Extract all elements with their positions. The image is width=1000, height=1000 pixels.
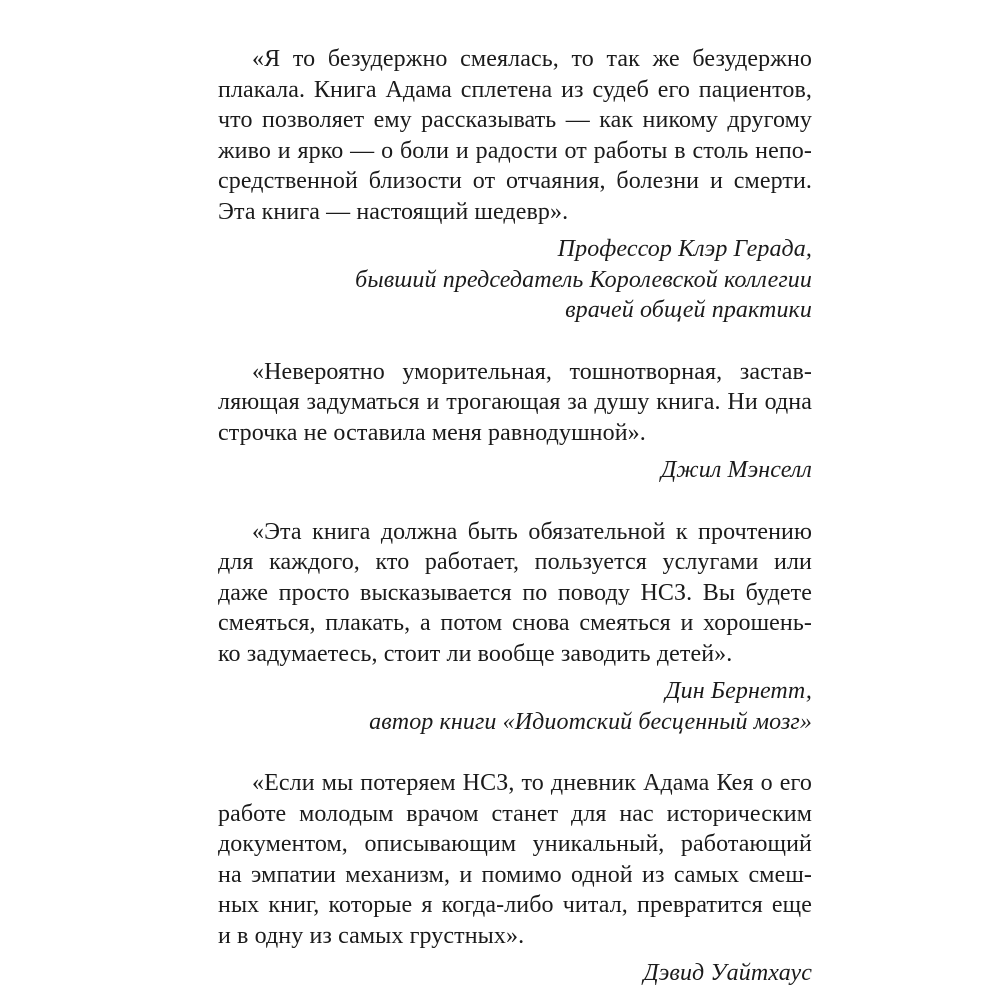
attribution-line: Дин Бернетт, [665, 678, 812, 704]
review-quote [218, 768, 812, 951]
review-quote [218, 357, 812, 449]
attribution-line: Джил Мэнселл [660, 457, 812, 483]
review-quote [218, 44, 812, 227]
quote-line: ляющая задуматься и трогающая за душу книга. Ни одна [218, 389, 812, 415]
quote-line: на эмпатии механизм, и помимо одной из самых смеш- [218, 861, 812, 888]
review-quote [218, 517, 812, 670]
quote-line: даже просто высказывается по поводу НСЗ. Вы будете [218, 579, 812, 606]
quote-line: для каждого, кто работает, пользуется услугами или [218, 549, 812, 575]
quote-line: документом, описывающим уникальный, работающий [218, 831, 812, 857]
review-attribution [218, 234, 812, 326]
quote-line: смеяться, плакать, а потом снова смеяться и хорошень- [218, 610, 812, 636]
review-attribution [218, 455, 812, 486]
quote-line: что позволяет ему рассказывать — как никому другому [218, 107, 812, 133]
attribution-line: Дэвид Уайтхаус [643, 960, 812, 986]
quote-line: «Эта книга должна быть обязательной к прочтению [252, 518, 812, 545]
text-column [218, 44, 812, 989]
attribution-line: бывший председатель Королевской коллегии [355, 266, 812, 293]
quote-line: средственной близости от отчаяния, болезни и смерти. [218, 168, 812, 194]
quote-line: живо и ярко — о боли и радости от работы в столь непо- [218, 137, 812, 164]
review-block [218, 517, 812, 738]
quote-line: строчка не оставила меня равнодушной». [218, 419, 646, 446]
attribution-line: врачей общей практики [565, 297, 812, 323]
quote-line: Эта книга — настоящий шедевр». [218, 198, 569, 225]
quote-line: «Невероятно уморительная, тошнотворная, застав- [252, 358, 812, 385]
review-block [218, 768, 812, 989]
quote-line: ко задумаетесь, стоит ли вообще заводить детей». [218, 640, 733, 667]
quote-line: «Если мы потеряем НСЗ, то дневник Адама Кея о его [252, 770, 812, 796]
review-block [218, 357, 812, 486]
quote-line: и в одну из самых грустных». [218, 922, 525, 949]
review-attribution [218, 676, 812, 737]
review-block [218, 44, 812, 326]
review-attribution [218, 958, 812, 989]
quote-line: работе молодым врачом станет для нас историческим [218, 800, 812, 827]
attribution-line: автор книги «Идиотский бесценный мозг» [369, 708, 812, 735]
quote-line: «Я то безудержно смеялась, то так же безудержно [252, 46, 812, 72]
quote-line: ных книг, которые я когда-либо читал, превратится еще [218, 892, 812, 918]
quote-line: плакала. Книга Адама сплетена из судеб его пациентов, [218, 76, 812, 103]
attribution-line: Профессор Клэр Герада, [557, 236, 812, 262]
